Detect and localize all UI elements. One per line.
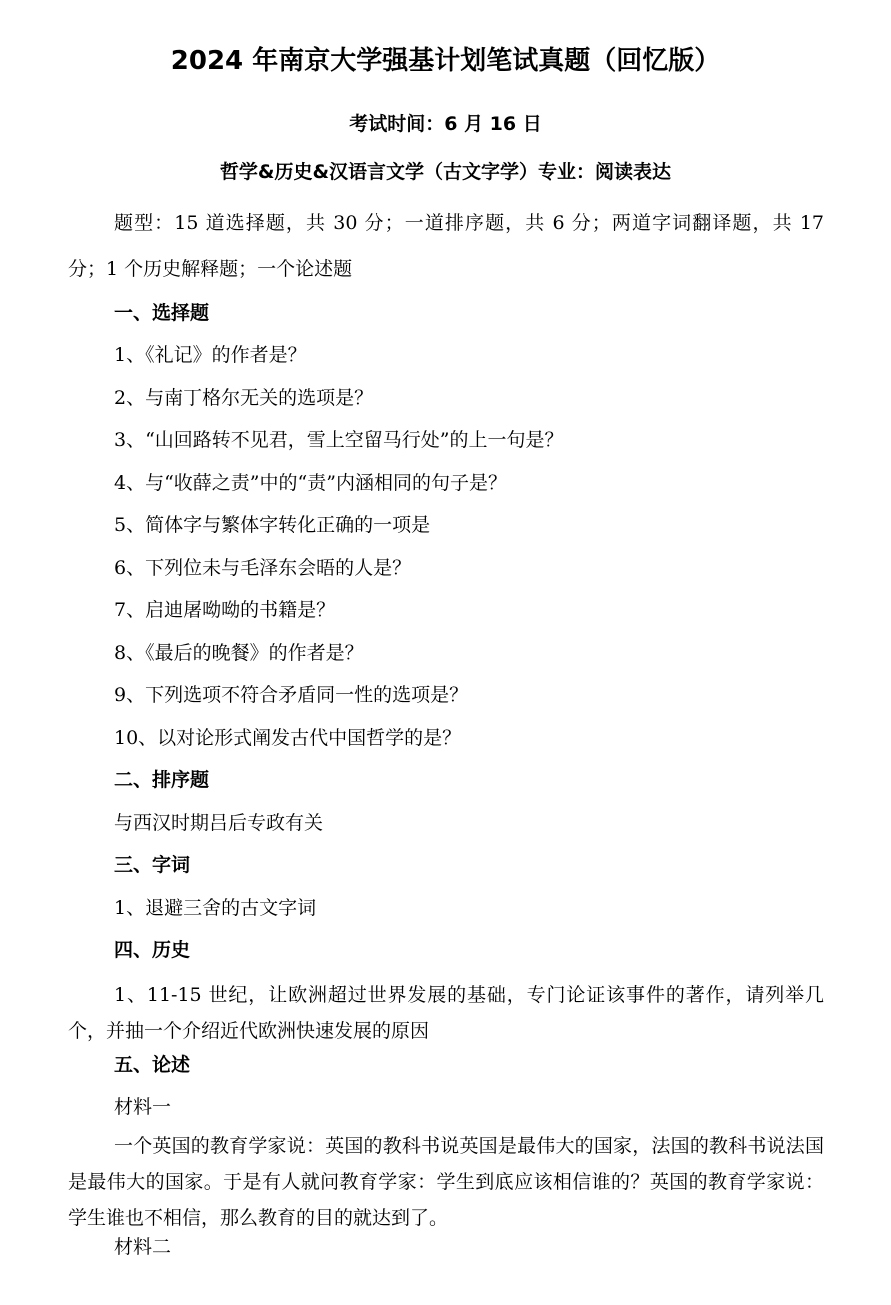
section-heading-word: 三、字词 bbox=[114, 854, 191, 876]
section-heading-choice: 一、选择题 bbox=[114, 302, 210, 324]
document-title: 2024 年南京大学强基计划笔试真题（回忆版） bbox=[170, 46, 721, 76]
exam-time: 考试时间：6 月 16 日 bbox=[349, 113, 542, 135]
order-question: 与西汉时期吕后专政有关 bbox=[114, 812, 324, 834]
history-question: 1、11-15 世纪，让欧洲超过世界发展的基础，专门论证该事件的著作，请列举几个，并抽一个介绍近代欧洲快速发展的原因 bbox=[68, 984, 824, 1042]
word-question: 1、退避三舍的古文字词 bbox=[114, 897, 317, 919]
major-line: 哲学&历史&汉语言文学（古文字学）专业：阅读表达 bbox=[219, 161, 672, 183]
choice-question-1: 1、《礼记》的作者是？ bbox=[114, 344, 307, 366]
choice-question-8: 8、《最后的晚餐》的作者是？ bbox=[114, 642, 364, 664]
choice-question-6: 6、下列位未与毛泽东会晤的人是？ bbox=[114, 557, 412, 579]
choice-question-10: 10、以对论形式阐发古代中国哲学的是？ bbox=[114, 727, 462, 749]
choice-question-9: 9、下列选项不符合矛盾同一性的选项是？ bbox=[114, 684, 469, 706]
choice-question-3: 3、“山回路转不见君，雪上空留马行处”的上一句是？ bbox=[114, 429, 564, 451]
material-1-label: 材料一 bbox=[114, 1096, 172, 1118]
section-heading-history: 四、历史 bbox=[114, 939, 191, 961]
section-heading-essay: 五、论述 bbox=[114, 1054, 191, 1076]
material-1-text: 一个英国的教育学家说：英国的教科书说英国是最伟大的国家，法国的教科书说法国是最伟大的国家。于是有人就问教育学家：学生到底应该相信谁的？英国的教育学家说：学生谁也不相信，那么教育的目的就达到了。 bbox=[68, 1135, 824, 1229]
choice-question-7: 7、启迪屠呦呦的书籍是？ bbox=[114, 599, 336, 621]
choice-question-5: 5、简体字与繁体字转化正确的一项是 bbox=[114, 514, 431, 536]
choice-question-2: 2、与南丁格尔无关的选项是？ bbox=[114, 387, 374, 409]
question-type-overview: 题型：15 道选择题，共 30 分；一道排序题，共 6 分；两道字词翻译题，共 17 分；1 个历史解释题；一个论述题 bbox=[68, 212, 824, 280]
section-heading-order: 二、排序题 bbox=[114, 769, 210, 791]
choice-question-4: 4、与“收薛之责”中的“责”内涵相同的句子是？ bbox=[114, 472, 507, 494]
material-2-label: 材料二 bbox=[114, 1236, 172, 1258]
